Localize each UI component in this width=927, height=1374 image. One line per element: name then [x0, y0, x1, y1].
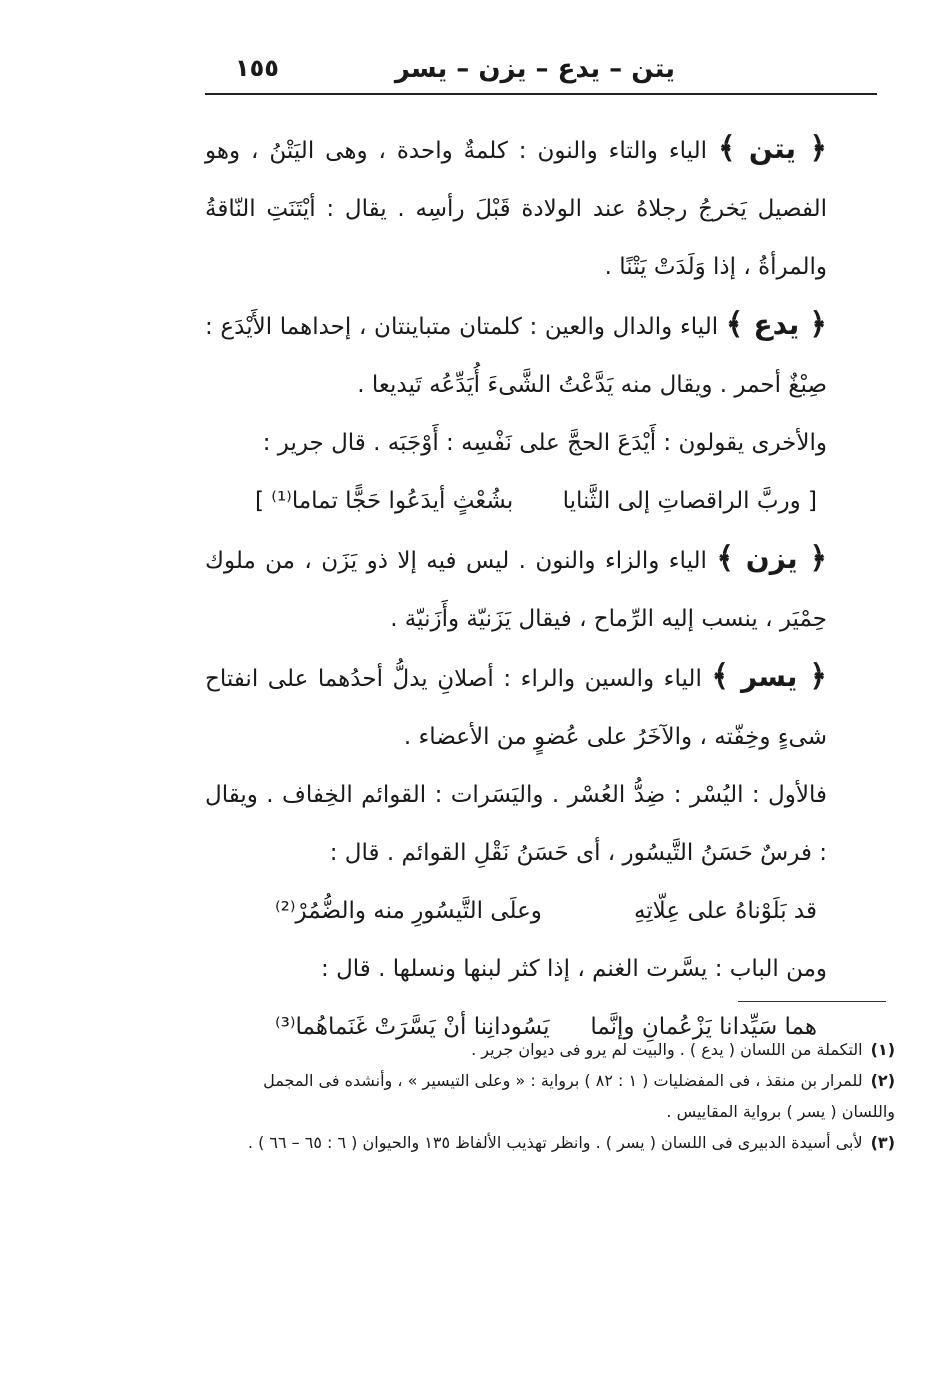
verse-second-hemistich: بشُعْثٍ أيدَعُوا حَجًّا تماما⁽¹⁾ ] — [255, 488, 514, 514]
page-header — [205, 50, 875, 94]
headword-yasar — [711, 660, 827, 693]
headword-yatan — [718, 132, 827, 165]
poetry-verse — [205, 882, 877, 940]
headword-yada — [726, 308, 827, 341]
footnotes — [205, 1034, 895, 1158]
footnote — [205, 1065, 895, 1127]
headword-text: يزن — [745, 542, 798, 575]
footnote — [205, 1034, 895, 1065]
entry-text: الياء والدال والعين : كلمتان متباينتان ، إحداهما الأَيْدَع : صِبْغٌ أحمر . ويقال منه يَدَّعْتُ الشَّىءَ أُيَدِّعُه تَيديعا . — [205, 314, 827, 398]
paragraph: فالأول : اليُسْر : ضِدُّ العُسْر . واليَسَرات : القوائم الخِفاف . ويقال : فرسٌ حَسَنُ التَّيسُور ، أى حَسَنُ نَقْلِ القوائم . قال : — [205, 782, 827, 866]
headword-yazan — [716, 542, 827, 575]
entry-text: الياء والتاء والنون : كلمةٌ واحدة ، وهى اليَتْنُ ، وهو الفصيل يَخرجُ رجلاهُ عند الولادة قَبْلَ رأسِه . يقال : أيْتَنَتِ النّاقةُ والمرأةُ ، إذا وَلَدَتْ يَتْنًا . — [205, 138, 827, 280]
entry-text: الياء والسين والراء : أصلانِ يدلُّ أحدُهما على انفتاح شىءٍ وخِفّته ، والآخَرُ على عُضوٍ من الأعضاء . — [205, 666, 827, 750]
footnote-text: للمرار بن منقذ ، فى المفضليات ( ١ : ٨٢ ) برواية : « وعلى التيسير » ، وأنشده فى المجمل واللسان ( يسر ) برواية المقاييس . — [263, 1071, 895, 1121]
bracket-open: ﴿ — [809, 541, 828, 576]
bracket-close: ﴾ — [725, 307, 744, 342]
headword-text: يدع — [753, 308, 800, 341]
footnote-text: لأبى أسيدة الدبيرى فى اللسان ( يسر ) . وانظر تهذيب الألفاظ ١٣٥ والحيوان ( ٦ : ٦٥ – ٦٦ ) . — [247, 1133, 863, 1152]
bracket-open: ﴿ — [809, 307, 827, 342]
header-rule — [205, 93, 877, 95]
entry-yasar — [205, 648, 877, 766]
footnote — [205, 1127, 895, 1158]
bracket-close: ﴾ — [717, 131, 736, 166]
footnote-number: (١) — [870, 1040, 895, 1059]
footnote-number: (٣) — [870, 1133, 895, 1152]
footnote-text: التكملة من اللسان ( يدع ) . والبيت لم يرو فى ديوان جرير . — [471, 1040, 863, 1059]
paragraph: والأخرى يقولون : أَيْدَعَ الحجَّ على نَفْسِه : أَوْجَبَه . قال جرير : — [262, 430, 827, 456]
headword-text: يسر — [740, 660, 798, 693]
verse-second-hemistich: وعلَى التَّيسُورِ منه والضُّمُرْ⁽²⁾ — [275, 898, 542, 924]
entry-yazan — [205, 530, 877, 648]
entry-yatan — [205, 120, 877, 296]
verse-second-hemistich: يَسُودانِنا أنْ يَسَّرَتْ غَنَماهُما⁽³⁾ — [275, 1014, 550, 1040]
entry-yada — [205, 296, 877, 414]
footnote-rule — [738, 1001, 886, 1002]
entry-text: الياء والزاء والنون . ليس فيه إلا ذو يَزَن ، من ملوك حِمْيَر ، ينسب إليه الرِّماح ، فيقال يَزَنيّة وأَزَنيّة . — [205, 548, 827, 632]
page-body — [205, 120, 877, 1056]
bracket-open: ﴿ — [809, 659, 827, 694]
bracket-open: ﴿ — [809, 131, 828, 166]
verse-first-hemistich: [ وربَّ الراقصاتِ إلى الثَّنايا — [562, 488, 817, 514]
bracket-close: ﴾ — [716, 541, 734, 576]
bracket-close: ﴾ — [711, 659, 729, 694]
running-title: يتن – يدع – يزن – يسر — [394, 54, 675, 84]
headword-text: يتن — [748, 132, 797, 165]
verse-first-hemistich: قد بَلَوْناهُ على عِلّاتِهِ — [633, 898, 817, 924]
poetry-verse — [205, 472, 877, 530]
paragraph: ومن الباب : يسَّرت الغنم ، إذا كثر لبنها ونسلها . قال : — [321, 956, 827, 982]
page-number: ١٥٥ — [235, 54, 279, 82]
footnote-number: (٢) — [870, 1071, 895, 1090]
verse-first-hemistich: هما سَيِّدانا يَزْعُمانِ وإنَّما — [590, 1014, 817, 1040]
